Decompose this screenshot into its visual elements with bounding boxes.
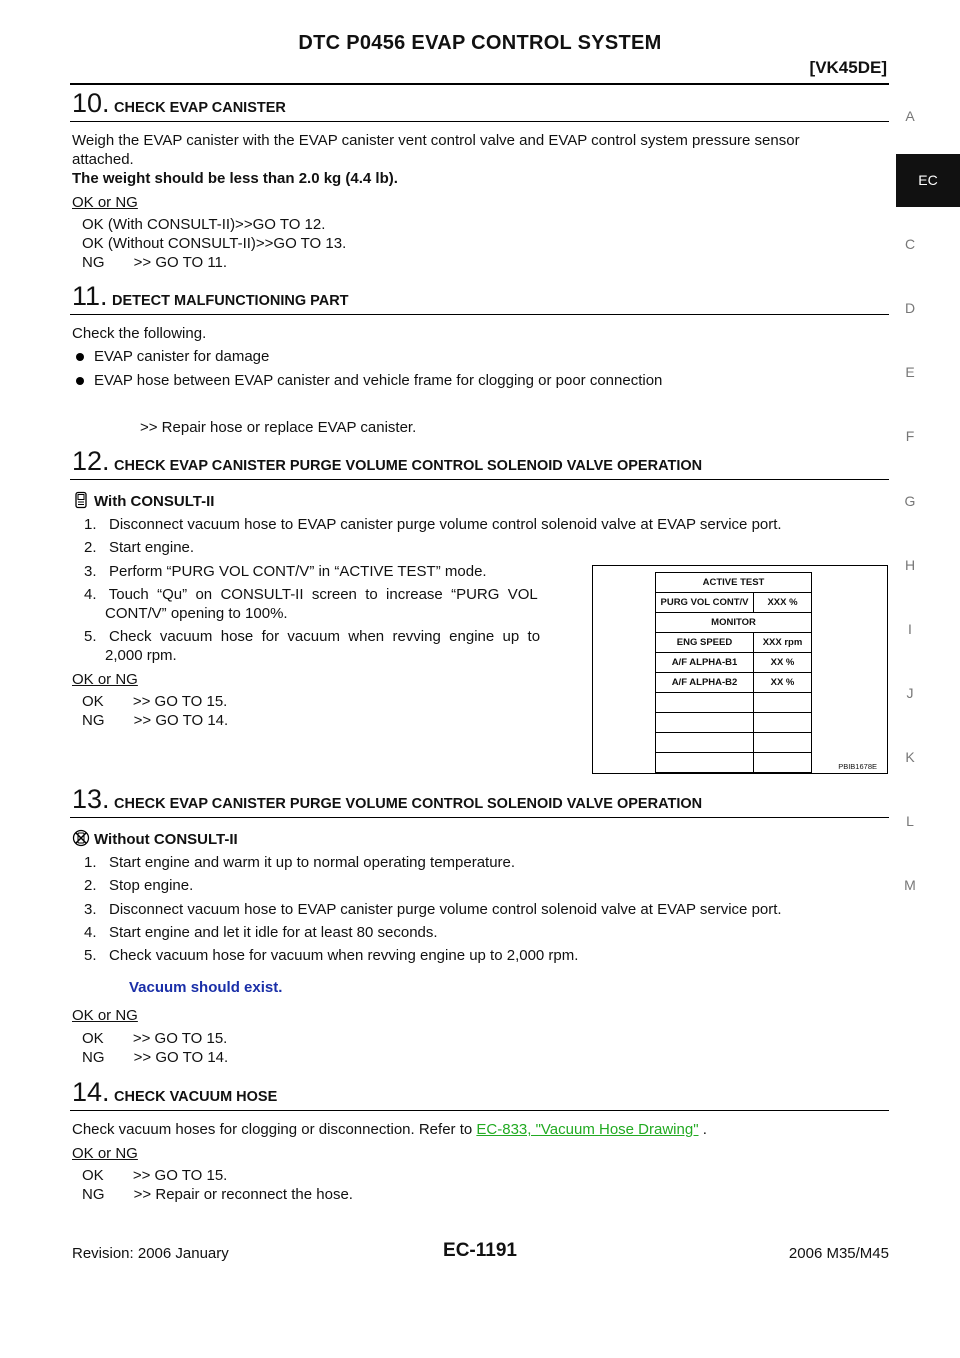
step-11-result: >> Repair hose or replace EVAP canister. xyxy=(140,419,417,436)
screen-empty-cell xyxy=(754,713,812,733)
side-index-ec-active[interactable]: EC xyxy=(896,154,960,207)
step-13-step-1: 1. Start engine and warm it up to normal operating temperature. xyxy=(84,854,516,871)
side-index-i[interactable]: I xyxy=(908,621,912,637)
step-13-rule xyxy=(70,817,889,818)
screen-item-label: A/F ALPHA-B1 xyxy=(656,653,754,673)
step-14-okng: OK or NG xyxy=(72,1145,138,1162)
engine-model: [VK45DE] xyxy=(809,58,887,77)
step-14-result-2: NG >> Repair or reconnect the hose. xyxy=(82,1186,353,1203)
step-12-step-1: 1. Disconnect vacuum hose to EVAP canister purge volume control solenoid valve at EVAP service port. xyxy=(84,516,782,533)
step-12-rule xyxy=(70,479,889,480)
footer-revision: Revision: 2006 January xyxy=(72,1245,229,1262)
no-tester-icon xyxy=(72,829,90,847)
screen-empty-cell xyxy=(656,753,754,773)
step-11-heading: 11. DETECT MALFUNCTIONING PART xyxy=(72,281,349,311)
step-13-step-3: 3. Disconnect vacuum hose to EVAP canister purge volume control solenoid valve at EVAP service port. xyxy=(84,901,782,918)
step-14-text: Check vacuum hoses for clogging or disconnection. Refer to EC-833, "Vacuum Hose Drawing" . xyxy=(72,1121,707,1138)
step-12-step-4a: 4. Touch “Qu” on CONSULT-II screen to increase “PURG VOL xyxy=(84,586,538,603)
step-11-bullet-1: EVAP canister for damage xyxy=(76,347,269,366)
step-12-step-5b: 2,000 rpm. xyxy=(105,647,177,664)
step-10-rule xyxy=(70,121,889,122)
side-index-h[interactable]: H xyxy=(904,557,916,573)
screen-row-monitor: MONITOR xyxy=(656,613,812,633)
screen-empty-cell xyxy=(754,693,812,713)
side-index-c[interactable]: C xyxy=(904,236,916,252)
screen-item-label: PURG VOL CONT/V xyxy=(656,593,754,613)
step-13-okng: OK or NG xyxy=(72,1007,138,1024)
screen-empty-cell xyxy=(754,753,812,773)
step-14-heading: 14. CHECK VACUUM HOSE xyxy=(72,1077,278,1107)
step-10-okng: OK or NG xyxy=(72,194,138,211)
step-11-bullet-2: EVAP hose between EVAP canister and vehicle frame for clogging or poor connection xyxy=(76,371,662,390)
side-index-j[interactable]: J xyxy=(906,685,914,701)
step-11-intro: Check the following. xyxy=(72,325,207,342)
screen-item-label: A/F ALPHA-B2 xyxy=(656,673,754,693)
bullet-icon xyxy=(76,377,84,385)
screen-empty-cell xyxy=(656,713,754,733)
step-13-step-5: 5. Check vacuum hose for vacuum when revving engine up to 2,000 rpm. xyxy=(84,947,579,964)
screen-item-value: XX % xyxy=(754,653,812,673)
step-13-step-4: 4. Start engine and let it idle for at least 80 seconds. xyxy=(84,924,438,941)
screen-item-value: XXX rpm xyxy=(754,633,812,653)
screen-row-title: ACTIVE TEST xyxy=(656,573,812,593)
side-index-e[interactable]: E xyxy=(905,364,915,380)
step-13-result-2: NG >> GO TO 14. xyxy=(82,1049,229,1066)
page-title: DTC P0456 EVAP CONTROL SYSTEM xyxy=(298,32,662,54)
step-12-result-2: NG >> GO TO 14. xyxy=(82,712,229,729)
step-10-result-2: OK (Without CONSULT-II)>>GO TO 13. xyxy=(82,235,347,252)
figure-code: PBIB1678E xyxy=(838,762,877,771)
vacuum-hose-drawing-link[interactable]: EC-833, "Vacuum Hose Drawing" xyxy=(476,1121,699,1138)
step-12-step-2: 2. Start engine. xyxy=(84,539,195,556)
bullet-icon xyxy=(76,353,84,361)
screen-item-value: XXX % xyxy=(754,593,812,613)
step-10-text-2: attached. xyxy=(72,151,134,168)
step-13-mode: Without CONSULT-II xyxy=(72,829,238,849)
screen-empty-cell xyxy=(754,733,812,753)
screen-item-label: ENG SPEED xyxy=(656,633,754,653)
step-14-result-1: OK >> GO TO 15. xyxy=(82,1167,228,1184)
step-11-rule xyxy=(70,314,889,315)
step-13-result-1: OK >> GO TO 15. xyxy=(82,1030,228,1047)
step-10-text-1: Weigh the EVAP canister with the EVAP canister vent control valve and EVAP control system pressure sensor xyxy=(72,132,800,149)
consult-tester-icon xyxy=(72,491,90,509)
screen-item-value: XX % xyxy=(754,673,812,693)
side-index-f[interactable]: F xyxy=(905,428,915,444)
step-10-heading: 10. CHECK EVAP CANISTER xyxy=(72,88,286,118)
step-12-step-4b: CONT/V” opening to 100%. xyxy=(105,605,288,622)
active-test-screen xyxy=(655,572,812,773)
step-12-step-3: 3. Perform “PURG VOL CONT/V” in “ACTIVE TEST” mode. xyxy=(84,563,487,580)
side-index-k[interactable]: K xyxy=(905,749,915,765)
step-12-mode: With CONSULT-II xyxy=(72,491,214,511)
step-10-result-1: OK (With CONSULT-II)>>GO TO 12. xyxy=(82,216,326,233)
footer-model: 2006 M35/M45 xyxy=(788,1245,889,1262)
side-index-g[interactable]: G xyxy=(904,493,916,509)
side-index-d[interactable]: D xyxy=(904,300,916,316)
step-12-result-1: OK >> GO TO 15. xyxy=(82,693,228,710)
side-index-l[interactable]: L xyxy=(906,813,914,829)
step-12-step-5a: 5. Check vacuum hose for vacuum when revving engine up to xyxy=(84,628,541,645)
screen-empty-cell xyxy=(656,733,754,753)
step-13-heading: 13. CHECK EVAP CANISTER PURGE VOLUME CONTROL SOLENOID VALVE OPERATION xyxy=(72,784,703,814)
page-number: EC-1191 xyxy=(443,1240,517,1261)
consult-monitor-figure xyxy=(592,565,888,774)
step-10-spec: The weight should be less than 2.0 kg (4.4 lb). xyxy=(72,170,398,187)
step-10-result-3: NG >> GO TO 11. xyxy=(82,254,228,271)
step-13-spec: Vacuum should exist. xyxy=(129,979,283,996)
step-12-okng: OK or NG xyxy=(72,671,138,688)
step-13-step-2: 2. Stop engine. xyxy=(84,877,194,894)
side-index-m[interactable]: M xyxy=(904,877,916,893)
header-rule xyxy=(70,83,889,85)
screen-empty-cell xyxy=(656,693,754,713)
step-12-heading: 12. CHECK EVAP CANISTER PURGE VOLUME CONTROL SOLENOID VALVE OPERATION xyxy=(72,446,703,476)
step-14-rule xyxy=(70,1110,889,1111)
side-index-a[interactable]: A xyxy=(905,108,915,124)
